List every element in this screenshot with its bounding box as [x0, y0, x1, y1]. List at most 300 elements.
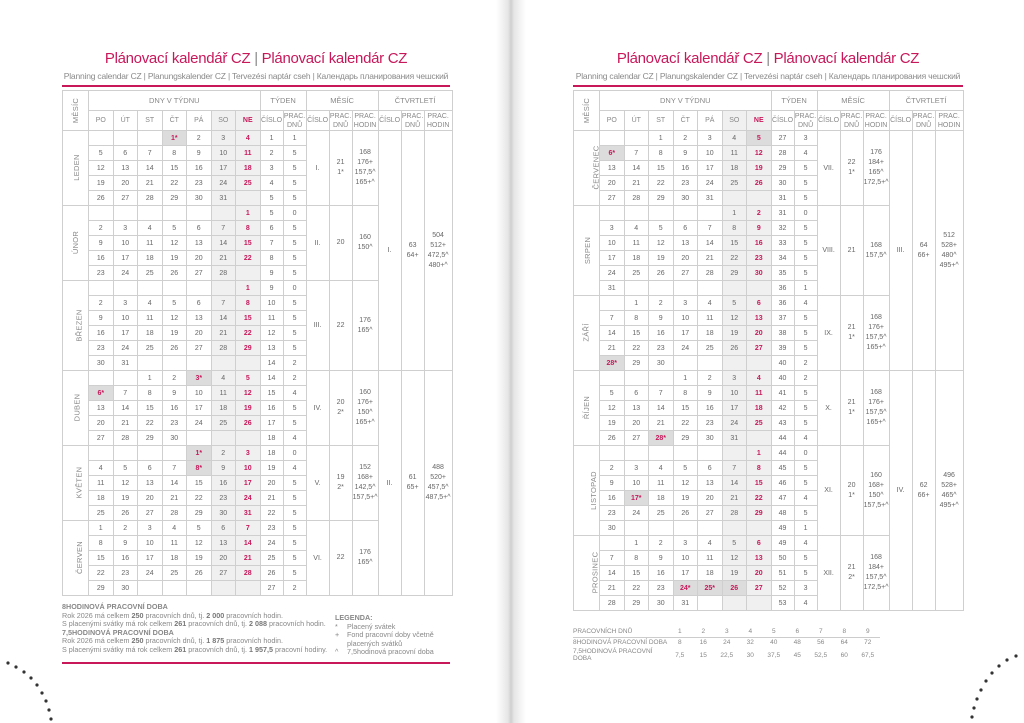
day-cell: 1 [236, 206, 261, 221]
day-cell: 17 [673, 566, 698, 581]
day-cell: 12 [600, 401, 625, 416]
work-table-value: 1 [668, 627, 692, 637]
week-number: 10 [260, 296, 283, 311]
day-cell: 19 [649, 251, 674, 266]
quarter-work-hours-value: 488 [432, 464, 444, 471]
week-number: 26 [260, 566, 283, 581]
empty-day-cell [600, 296, 625, 311]
day-cell: 14 [162, 476, 187, 491]
week-work-days: 0 [283, 206, 306, 221]
month-work-days [840, 371, 863, 446]
day-cell: 8 [236, 296, 261, 311]
week-number: 36 [771, 281, 794, 296]
day-cell: 2 [89, 221, 114, 236]
day-cell: 8 [673, 386, 698, 401]
day-cell: 7 [211, 221, 236, 236]
weekday-ne: NE [236, 111, 261, 131]
month-name-cell [574, 296, 600, 371]
day-cell: 5 [236, 371, 261, 386]
col-work-hours: PRAC. HODIN [353, 112, 377, 129]
empty-day-cell [600, 371, 625, 386]
month-name: KVĚTEN [74, 466, 84, 499]
day-cell: 22 [624, 581, 649, 596]
week-number: 42 [771, 401, 794, 416]
month-name-cell [574, 131, 600, 206]
note-text: pracovní hodiny. [272, 644, 328, 654]
month-work-hours-value: 168 [870, 389, 882, 396]
quarter-work-days-value: 66+ [917, 491, 930, 499]
day-cell: 19 [89, 176, 114, 191]
month-work-days-value: 2* [337, 484, 344, 491]
month-number: VII. [817, 131, 840, 206]
weekday-so: SO [722, 111, 747, 131]
month-work-hours-value: 176 [359, 549, 371, 556]
day-cell: 1 [722, 206, 747, 221]
quarter-work-hours-value: 472,5^ [427, 251, 449, 259]
week-number: 31 [771, 191, 794, 206]
note-heading: 8HODINOVÁ PRACOVNÍ DOBA [62, 602, 168, 611]
day-cell: 19 [162, 251, 187, 266]
empty-day-cell [673, 206, 698, 221]
day-cell: 28 [236, 566, 261, 581]
weekday-čt: ČT [673, 111, 698, 131]
day-cell: 17 [236, 476, 261, 491]
empty-day-cell [211, 356, 236, 371]
empty-day-cell [138, 581, 163, 596]
week-number: 46 [771, 476, 794, 491]
month-work-days-value: 2* [848, 574, 855, 581]
week-number: 39 [771, 341, 794, 356]
day-cell: 15 [162, 161, 187, 176]
month-work-hours-value: 165+^ [355, 179, 375, 186]
empty-day-cell [698, 281, 723, 296]
day-cell: 19 [722, 326, 747, 341]
header-row [63, 91, 453, 111]
day-cell: 11 [138, 311, 163, 326]
empty-day-cell [722, 446, 747, 461]
month-work-days-value: 21 [847, 324, 856, 331]
day-cell: 30 [649, 356, 674, 371]
quarter-number: III. [889, 131, 912, 371]
day-cell: 2 [211, 446, 236, 461]
week-number: 4 [260, 176, 283, 191]
empty-day-cell [649, 206, 674, 221]
day-cell: 14 [236, 536, 261, 551]
legend-text: 7,5hodinová pracovní doba [347, 647, 434, 657]
col-number: ČÍSLO [771, 111, 794, 131]
month-name: ÚNOR [70, 230, 80, 255]
day-cell: 5 [722, 536, 747, 551]
month-name-cell [63, 281, 89, 371]
week-work-days: 5 [794, 386, 817, 401]
day-cell: 20 [187, 251, 212, 266]
col-work-days: PRAC. DNŮ [329, 112, 352, 129]
day-cell: 26 [722, 341, 747, 356]
empty-day-cell [673, 446, 698, 461]
day-cell: 4 [89, 461, 114, 476]
empty-day-cell [162, 206, 187, 221]
day-cell: 12 [649, 236, 674, 251]
day-cell: 20 [89, 416, 114, 431]
month-work-hours-value: 157,5+^ [863, 501, 889, 509]
quarter-work-days-value: 63 [408, 241, 417, 249]
day-cell: 24 [211, 176, 236, 191]
day-cell: 27 [211, 566, 236, 581]
empty-day-cell [236, 431, 261, 446]
col-work-hours: PRAC. HODIN [935, 111, 963, 131]
header-row [574, 91, 964, 111]
day-cell: 20 [698, 491, 723, 506]
week-number: 3 [260, 161, 283, 176]
day-cell: 20 [113, 176, 138, 191]
day-cell: 30 [673, 191, 698, 206]
weekday-čt: ČT [162, 111, 187, 131]
month-name-cell [63, 131, 89, 206]
legend-symbol: ^ [335, 647, 339, 657]
empty-day-cell [89, 131, 114, 146]
day-cell: 16 [649, 566, 674, 581]
day-cell: 5 [162, 296, 187, 311]
week-work-days: 5 [283, 476, 306, 491]
month-work-hours-value: 152 [359, 464, 371, 471]
week-number: 9 [260, 266, 283, 281]
day-cell: 10 [236, 461, 261, 476]
week-header: TÝDEN [771, 91, 817, 111]
day-cell: 28 [600, 596, 625, 611]
day-cell: 21 [722, 491, 747, 506]
day-cell: 3 [673, 296, 698, 311]
day-cell: 22 [138, 416, 163, 431]
quarter-work-hours-value: 512+ [430, 241, 446, 249]
col-number: ČÍSLO [260, 111, 283, 131]
day-cell: 3 [624, 461, 649, 476]
day-cell: 2 [649, 296, 674, 311]
week-number: 6 [260, 221, 283, 236]
day-cell: 1 [89, 521, 114, 536]
week-work-days: 5 [283, 161, 306, 176]
col-number: ČÍSLO [378, 111, 401, 131]
empty-day-cell [624, 131, 649, 146]
month-work-days [840, 536, 863, 611]
day-cell: 8 [649, 146, 674, 161]
day-cell: 24* [673, 581, 698, 596]
empty-day-cell [698, 446, 723, 461]
week-number: 2 [260, 146, 283, 161]
note-number: 2 088 [248, 619, 267, 629]
month-work-hours [352, 131, 378, 206]
quarter-number: II. [378, 371, 401, 596]
day-cell: 18 [138, 326, 163, 341]
week-number: 20 [260, 476, 283, 491]
empty-day-cell [649, 281, 674, 296]
work-table-value: 40 [770, 638, 778, 646]
work-table-value: 3 [715, 627, 739, 637]
day-cell: 8 [747, 461, 772, 476]
day-cell: 15 [747, 476, 772, 491]
month-number: VIII. [817, 206, 840, 296]
day-cell: 10 [187, 386, 212, 401]
day-cell: 20 [673, 251, 698, 266]
day-cell: 25 [138, 266, 163, 281]
day-cell: 14 [722, 476, 747, 491]
month-work-hours-value: 165+^ [355, 419, 375, 426]
week-work-days: 4 [283, 461, 306, 476]
empty-day-cell [600, 206, 625, 221]
week-number: 18 [260, 431, 283, 446]
day-cell: 6 [698, 461, 723, 476]
day-cell: 15 [649, 161, 674, 176]
empty-day-cell [747, 521, 772, 536]
day-cell: 2 [649, 536, 674, 551]
week-number: 51 [771, 566, 794, 581]
month-work-hours-value: 157,5+^ [352, 494, 378, 501]
day-cell: 2 [673, 131, 698, 146]
bottom-rule [62, 662, 450, 664]
note-number: 250 [131, 610, 144, 620]
empty-day-cell [162, 446, 187, 461]
day-cell: 10 [113, 236, 138, 251]
month-work-days-value: 2* [337, 409, 344, 416]
week-work-days: 5 [794, 341, 817, 356]
day-cell: 16 [113, 551, 138, 566]
note-number: 261 [174, 644, 187, 654]
day-cell: 17 [113, 251, 138, 266]
month-number: IV. [306, 371, 329, 446]
note-text: S placenými svátky má rok celkem [62, 644, 175, 654]
day-cell: 29 [673, 431, 698, 446]
day-cell: 29 [747, 506, 772, 521]
week-work-days: 5 [794, 476, 817, 491]
month-work-hours-value: 165+^ [866, 419, 886, 426]
page-title-left [62, 50, 450, 67]
month-number: XII. [817, 536, 840, 611]
day-cell: 11 [89, 476, 114, 491]
empty-day-cell [600, 446, 625, 461]
week-number: 22 [260, 506, 283, 521]
month-header [574, 91, 600, 131]
week-work-days: 4 [283, 431, 306, 446]
day-cell: 7 [138, 146, 163, 161]
empty-day-cell [211, 281, 236, 296]
day-cell: 28 [113, 431, 138, 446]
week-number: 29 [771, 161, 794, 176]
month-name: ČERVEN [74, 541, 84, 574]
day-cell: 12 [113, 476, 138, 491]
month-work-hours-value: 150^ [357, 409, 373, 416]
quarter-work-hours [935, 371, 963, 611]
month-work-hours [352, 446, 378, 521]
day-cell: 3 [722, 371, 747, 386]
weekday-út: ÚT [624, 111, 649, 131]
day-cell: 18 [722, 161, 747, 176]
week-number: 1 [260, 131, 283, 146]
quarter-work-hours-value: 528+ [941, 481, 957, 489]
month-work-days [840, 446, 863, 536]
day-cell: 16 [89, 326, 114, 341]
day-cell: 27 [138, 506, 163, 521]
month-work-days-value: 1* [337, 169, 344, 176]
day-cell: 17 [211, 161, 236, 176]
day-cell: 25 [698, 341, 723, 356]
day-cell: 17 [722, 401, 747, 416]
empty-day-cell [187, 356, 212, 371]
day-cell: 1 [624, 296, 649, 311]
day-cell: 28* [600, 356, 625, 371]
month-work-hours-value: 165^ [868, 169, 884, 176]
week-number: 48 [771, 506, 794, 521]
week-work-days: 2 [794, 356, 817, 371]
empty-day-cell [698, 521, 723, 536]
month-work-hours-value: 157,5^ [865, 251, 887, 259]
week-number: 40 [771, 356, 794, 371]
week-work-days: 1 [794, 521, 817, 536]
note-number: 261 [174, 619, 187, 629]
day-cell: 23 [211, 491, 236, 506]
day-cell: 18 [624, 251, 649, 266]
quarter-work-hours [424, 371, 452, 596]
note-number: 1 875 [206, 636, 225, 646]
empty-day-cell [187, 431, 212, 446]
week-work-days: 5 [794, 191, 817, 206]
day-cell: 23 [113, 566, 138, 581]
col-work-days: PRAC. DNŮ [912, 112, 935, 129]
title-separator: | [254, 50, 258, 67]
book-gutter [496, 0, 526, 723]
day-cell: 25 [747, 416, 772, 431]
empty-day-cell [89, 206, 114, 221]
day-cell: 9 [649, 551, 674, 566]
day-cell: 5 [89, 146, 114, 161]
empty-day-cell [211, 431, 236, 446]
week-number: 17 [260, 416, 283, 431]
month-work-hours-value: 168 [870, 314, 882, 321]
week-number: 45 [771, 461, 794, 476]
day-cell: 28 [211, 341, 236, 356]
day-cell: 11 [138, 236, 163, 251]
week-work-days: 2 [283, 371, 306, 386]
col-number: ČÍSLO [889, 111, 912, 131]
day-cell: 11 [649, 476, 674, 491]
day-cell: 17 [673, 326, 698, 341]
month-name: DUBEN [72, 393, 82, 422]
month-work-hours-value: 142,5^ [354, 484, 376, 491]
day-cell: 21 [600, 581, 625, 596]
title-cz: Plánovací kalendář CZ [616, 50, 763, 67]
month-work-days-value: 1* [848, 491, 855, 499]
work-table-value: 45 [793, 651, 801, 659]
week-header: TÝDEN [260, 91, 306, 111]
day-cell: 18 [747, 401, 772, 416]
month-work-hours-value: 157,5^ [354, 169, 376, 176]
day-cell: 25 [624, 266, 649, 281]
day-cell: 14 [113, 401, 138, 416]
day-cell: 9 [698, 386, 723, 401]
empty-day-cell [113, 371, 138, 386]
day-cell: 26 [747, 176, 772, 191]
day-cell: 31 [698, 191, 723, 206]
day-cell: 10 [113, 311, 138, 326]
day-cell: 17 [600, 251, 625, 266]
empty-day-cell [162, 581, 187, 596]
work-table-value: 48 [793, 638, 801, 646]
month-name: ČERVENEC [591, 145, 601, 190]
day-cell: 11 [698, 311, 723, 326]
week-number: 12 [260, 326, 283, 341]
day-cell: 28* [649, 431, 674, 446]
month-number: XI. [817, 446, 840, 536]
week-number: 25 [260, 551, 283, 566]
month-work-hours-value: 157,5^ [865, 409, 887, 416]
week-work-days: 5 [283, 296, 306, 311]
month-work-hours-value: 184+ [868, 159, 884, 166]
month-header-label: MĚSÍC [582, 97, 592, 124]
week-number: 50 [771, 551, 794, 566]
month-name: ZÁŘÍ [581, 323, 591, 342]
day-cell: 21 [138, 176, 163, 191]
month-number: III. [306, 281, 329, 371]
day-cell: 16 [649, 326, 674, 341]
week-row [574, 131, 964, 146]
week-work-days: 2 [283, 356, 306, 371]
month-work-days-value: 21 [847, 564, 856, 571]
day-cell: 16 [698, 401, 723, 416]
work-table-value: 24 [723, 638, 731, 646]
month-work-days [329, 446, 352, 521]
legend-symbol: + [335, 630, 340, 640]
day-cell: 2 [747, 206, 772, 221]
day-cell: 4 [698, 296, 723, 311]
col-work-days: PRAC. DNŮ [401, 112, 424, 129]
day-cell: 29 [236, 341, 261, 356]
week-number: 21 [260, 491, 283, 506]
day-cell: 8* [187, 461, 212, 476]
month-work-hours-value: 172,5+^ [863, 179, 889, 186]
quarter-number: IV. [889, 371, 912, 611]
day-cell: 14 [211, 311, 236, 326]
quarter-work-days-value: 61 [408, 474, 417, 481]
quarter-work-hours-value: 457,5^ [427, 484, 449, 491]
work-table-value: 8 [833, 627, 857, 637]
month-name: ŘÍJEN [581, 395, 591, 420]
week-number: 36 [771, 296, 794, 311]
empty-day-cell [722, 521, 747, 536]
month-work-days-value: 21 [336, 159, 345, 166]
day-cell: 22 [236, 251, 261, 266]
day-cell: 20 [138, 491, 163, 506]
week-work-days: 5 [794, 236, 817, 251]
day-cell: 2 [89, 296, 114, 311]
month-work-hours [863, 206, 889, 296]
day-cell: 16 [187, 161, 212, 176]
month-work-hours-value: 168+ [868, 481, 884, 489]
day-cell: 13 [89, 401, 114, 416]
day-cell: 11 [624, 236, 649, 251]
day-cell: 8 [138, 386, 163, 401]
day-cell: 10 [600, 236, 625, 251]
quarter-work-hours-value: 528+ [941, 241, 957, 249]
day-cell: 30 [187, 191, 212, 206]
day-cell: 21 [211, 251, 236, 266]
week-number: 18 [260, 446, 283, 461]
day-cell: 5 [722, 296, 747, 311]
week-number: 27 [771, 131, 794, 146]
month-work-days-value: 1* [848, 169, 855, 176]
day-cell: 12 [162, 236, 187, 251]
day-cell: 23 [649, 341, 674, 356]
month-work-days-value: 21 [847, 246, 856, 254]
week-number: 7 [260, 236, 283, 251]
day-cell: 20 [624, 416, 649, 431]
